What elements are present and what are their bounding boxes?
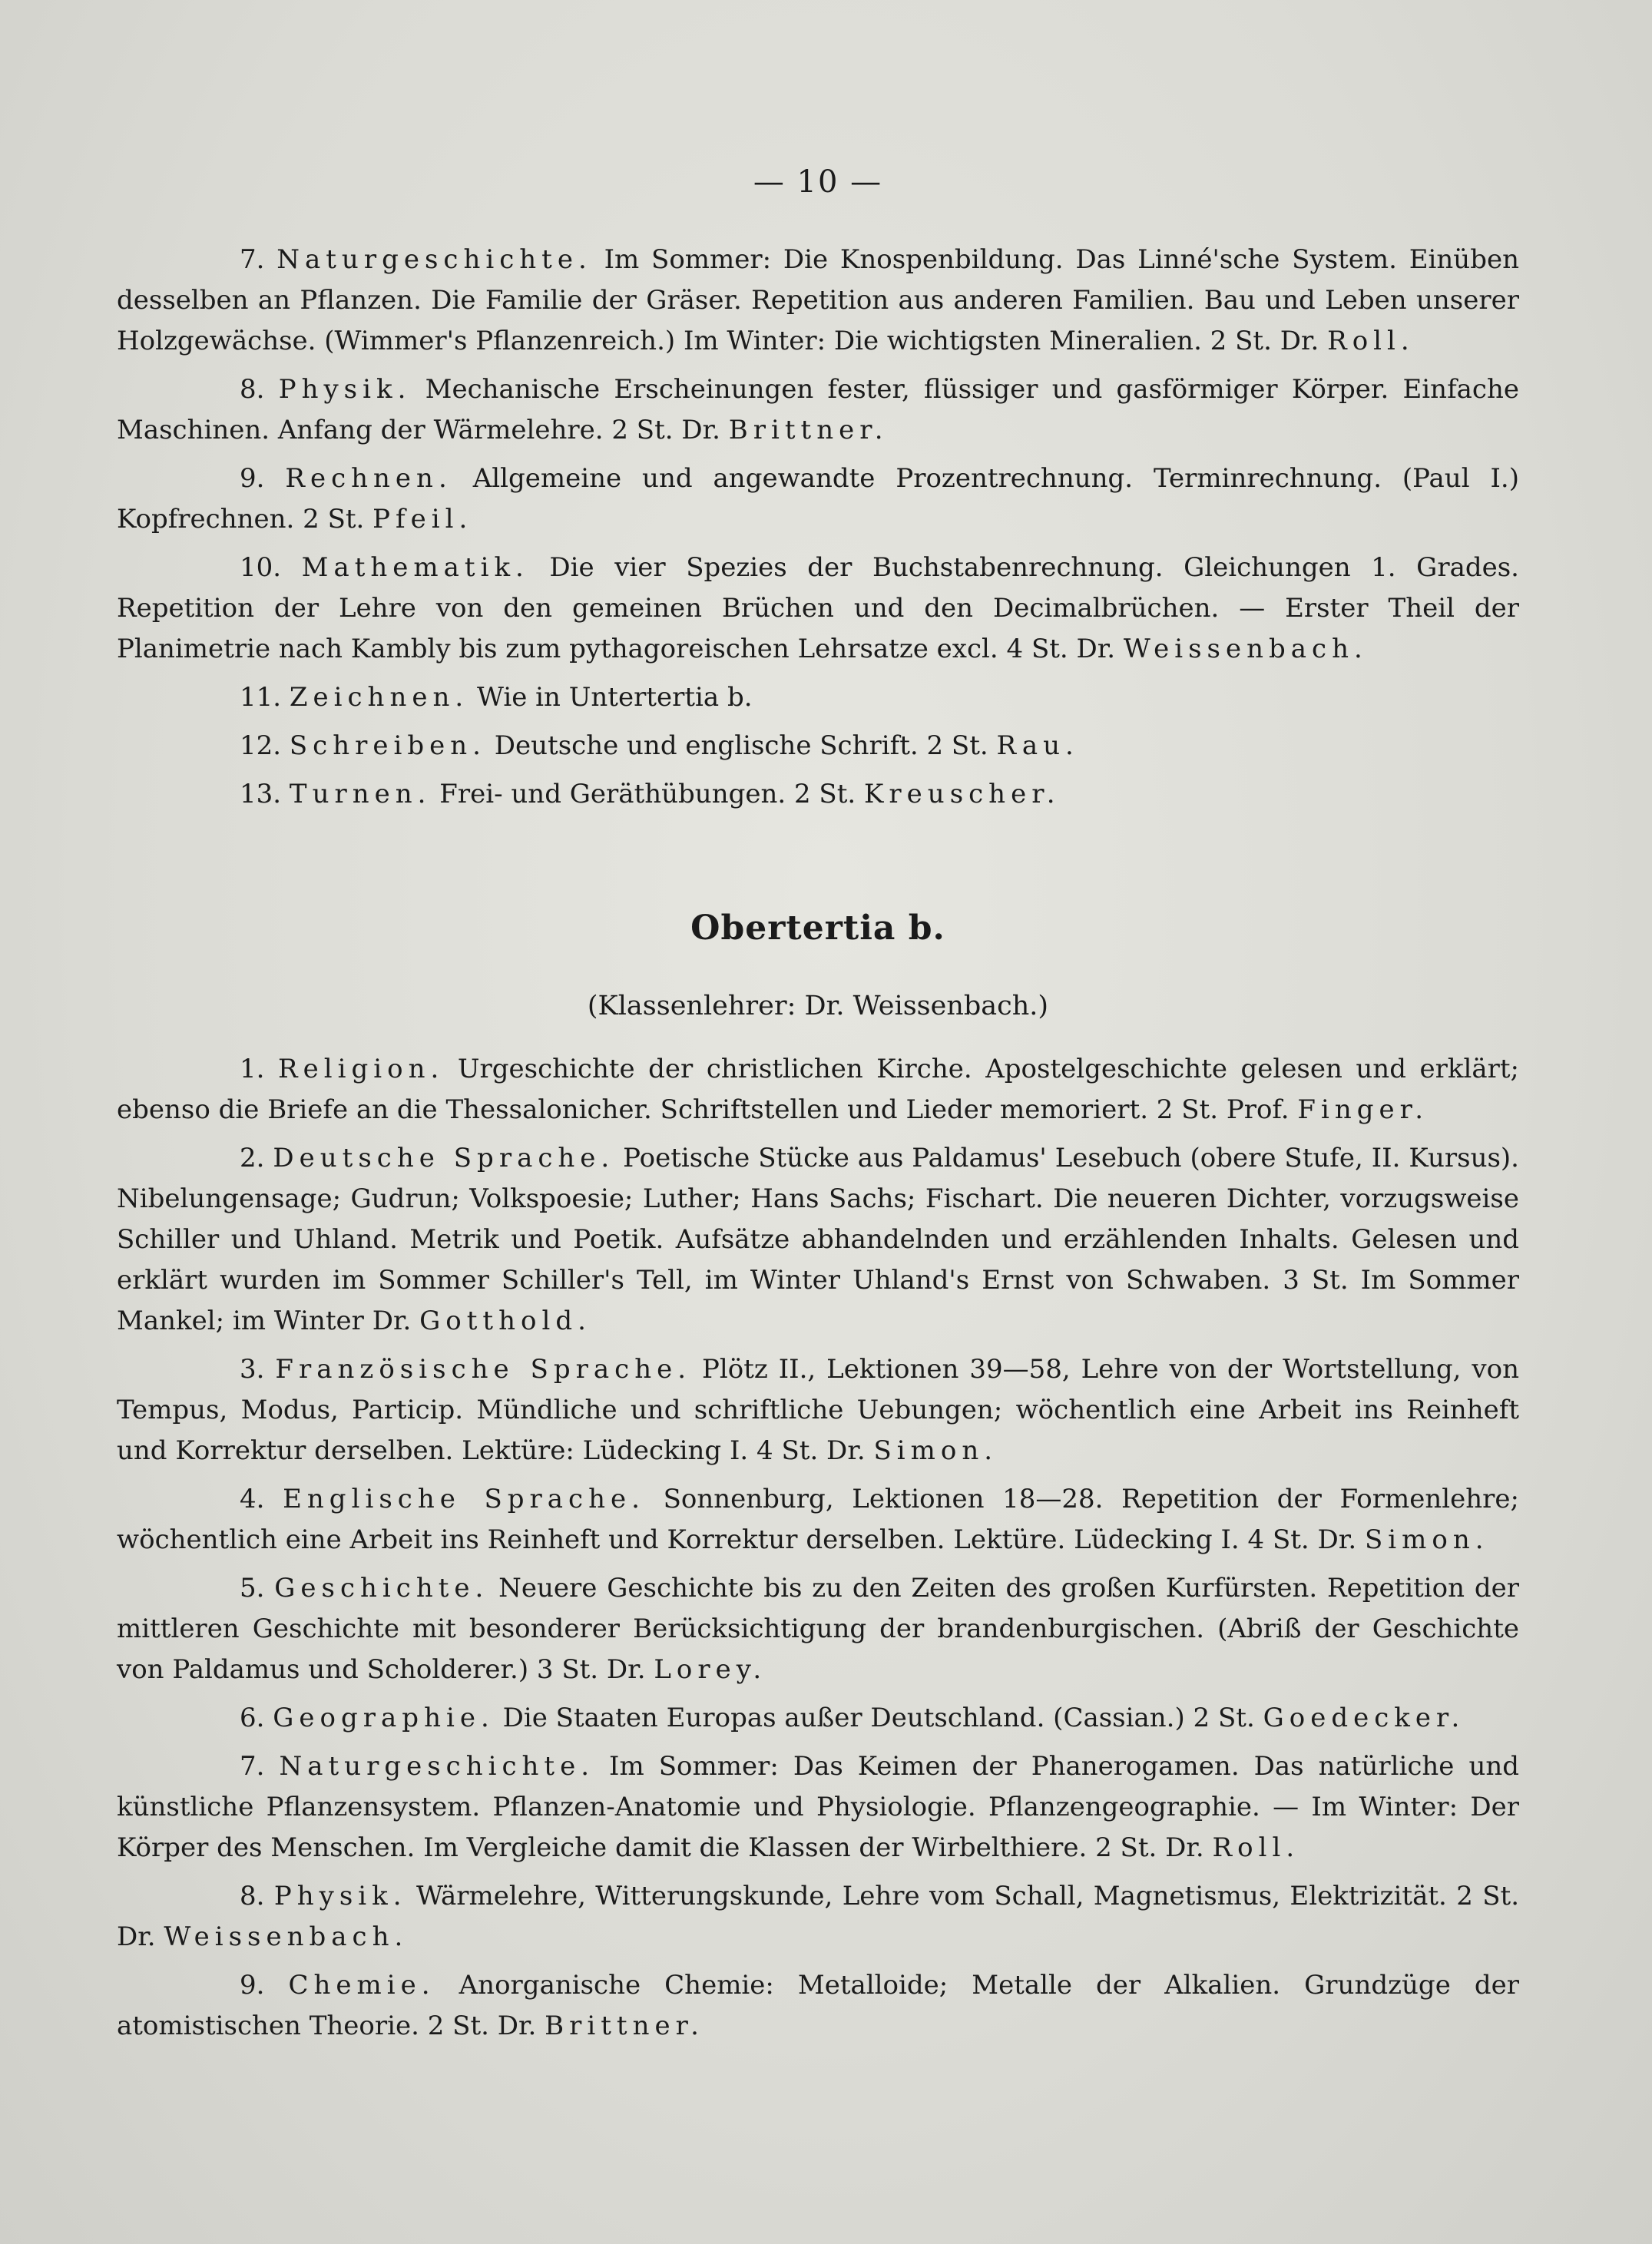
page-number: — 10 —	[753, 164, 883, 200]
entry-naturgeschichte-b: 7. Naturgeschichte. Im Sommer: Das Keimen der Phanerogamen. Das natürliche und künstliche Pflanzensystem. Pflanzen-Anatomie und Physiologie. Pflanzengeographie. — Im Winter: Der Körper des Menschen. Im Vergleiche damit die Klassen der Wirbelthiere. 2 St. Dr. Roll.	[117, 1751, 1520, 1863]
entry-geographie: 6. Geographie. Die Staaten Europas außer Deutschland. (Cassian.) 2 St. Goedecker.	[240, 1703, 1465, 1733]
class-teacher-line: (Klassenlehrer: Dr. Weissenbach.)	[587, 991, 1049, 1021]
entry-schreiben: 12. Schreiben. Deutsche und englische Schrift. 2 St. Rau.	[240, 730, 1079, 761]
entry-physik: 8. Physik. Mechanische Erscheinungen fester, flüssiger und gasförmiger Körper. Einfache Maschinen. Anfang der Wärmelehre. 2 St. Dr. Brittner.	[117, 374, 1519, 445]
entry-religion: 1. Religion. Urgeschichte der christlichen Kirche. Apostelgeschichte gelesen und erklärt; ebenso die Briefe an die Thessalonicher. Schriftstellen und Lieder memoriert. 2 St. Prof. Finger.	[117, 1054, 1519, 1125]
entry-englische-sprache: 4. Englische Sprache. Sonnenburg, Lektionen 18—28. Repetition der Formenlehre; wöchentlich eine Arbeit ins Reinheft und Korrektur derselben. Lektüre. Lüdecking I. 4 St. Dr. Simon.	[117, 1484, 1519, 1555]
entry-zeichnen: 11. Zeichnen. Wie in Untertertia b.	[240, 682, 753, 713]
entry-geschichte: 5. Geschichte. Neuere Geschichte bis zu den Zeiten des großen Kurfürsten. Repetition der mittleren Geschichte mit besonderer Berücksichtigung der brandenburgischen. (Abriß der Geschichte von Paldamus und Scholderer.) 3 St. Dr. Lorey.	[117, 1573, 1519, 1685]
entry-naturgeschichte: 7. Naturgeschichte. Im Sommer: Die Knospenbildung. Das Linné'sche System. Einüben desselben an Pflanzen. Die Familie der Gräser. Repetition aus anderen Familien. Bau und Leben unserer Holzgewächse. (Wimmer's Pflanzenreich.) Im Winter: Die wichtigsten Mineralien. 2 St. Dr. Roll.	[117, 244, 1519, 356]
entry-physik-b: 8. Physik. Wärmelehre, Witterungskunde, Lehre vom Schall, Magnetismus, Elektrizität. 2 St. Dr. Weissenbach.	[117, 1881, 1519, 1952]
page-content	[117, 164, 1519, 2054]
entries-upper	[117, 240, 1519, 815]
entries-obertertia	[117, 1049, 1519, 2047]
entry-chemie: 9. Chemie. Anorganische Chemie: Metalloide; Metalle der Alkalien. Grundzüge der atomistischen Theorie. 2 St. Dr. Brittner.	[117, 1970, 1519, 2041]
entry-mathematik: 10. Mathematik. Die vier Spezies der Buchstabenrechnung. Gleichungen 1. Grades. Repetition der Lehre von den gemeinen Brüchen und den Decimalbrüchen. — Erster Theil der Planimetrie nach Kambly bis zum pythagoreischen Lehrsatze excl. 4 St. Dr. Weissenbach.	[117, 552, 1519, 664]
entry-rechnen: 9. Rechnen. Allgemeine und angewandte Prozentrechnung. Terminrechnung. (Paul I.) Kopfrechnen. 2 St. Pfeil.	[117, 463, 1519, 535]
section-title: Obertertia b.	[690, 909, 945, 948]
entry-franzoesische-sprache: 3. Französische Sprache. Plötz II., Lektionen 39—58, Lehre von der Wortstellung, von Tempus, Modus, Particip. Mündliche und schriftliche Uebungen; wöchentlich eine Arbeit ins Reinheft und Korrektur derselben. Lektüre: Lüdecking I. 4 St. Dr. Simon.	[117, 1354, 1520, 1466]
entry-turnen: 13. Turnen. Frei- und Geräthübungen. 2 St. Kreuscher.	[240, 779, 1061, 809]
entry-deutsche-sprache: 2. Deutsche Sprache. Poetische Stücke aus Paldamus' Lesebuch (obere Stufe, II. Kursus). Nibelungensage; Gudrun; Volkspoesie; Luther; Hans Sachs; Fischart. Die neueren Dichter, vorzugsweise Schiller und Uhland. Metrik und Poetik. Aufsätze abhandelnden und erzählenden Inhalts. Gelesen und erklärt wurden im Sommer Schiller's Tell, im Winter Uhland's Ernst von Schwaben. 3 St. Im Sommer Mankel; im Winter Dr. Gotthold.	[117, 1143, 1519, 1336]
